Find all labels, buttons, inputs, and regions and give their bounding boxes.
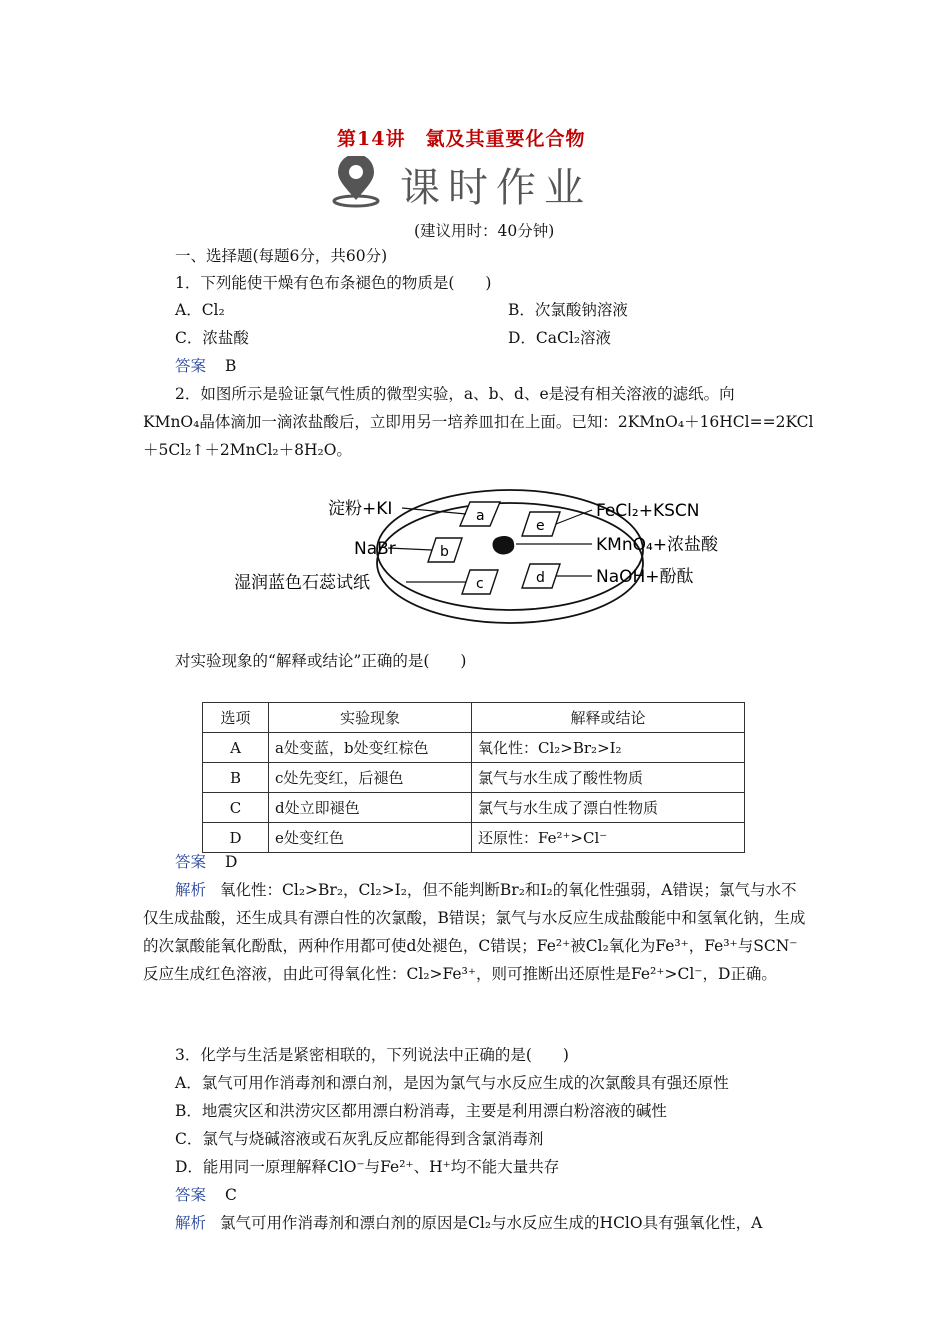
header-cell: 解释或结论 <box>472 703 745 733</box>
q1-option-c: C．浓盐酸 <box>175 329 249 347</box>
analysis-text: 氯气可用作消毒剂和漂白剂的原因是Cl₂与水反应生成的HClO具有强氧化性，A <box>220 1214 763 1232</box>
q3-option-b: B．地震灾区和洪涝灾区都用漂白粉消毒，主要是利用漂白粉溶液的碱性 <box>175 1102 667 1120</box>
homework-banner <box>326 156 626 211</box>
filter-paper-c <box>462 570 498 594</box>
answer-value: C <box>224 1186 237 1204</box>
q2-stem-line2: KMnO₄晶体滴加一滴浓盐酸后，立即用另一培养皿扣在上面。已知：2KMnO₄＋16HCl==2KCl <box>143 413 814 431</box>
label-nabr: NaBr <box>354 539 396 559</box>
q3-stem: 3．化学与生活是紧密相联的，下列说法中正确的是( ) <box>175 1046 569 1064</box>
q2-analysis <box>143 876 810 988</box>
table-row <box>203 793 745 823</box>
header-cell: 选项 <box>203 703 269 733</box>
table-cell: 氧化性：Cl₂>Br₂>I₂ <box>472 733 745 763</box>
q3-option-d: D．能用同一原理解释ClO⁻与Fe²⁺、H⁺均不能大量共存 <box>175 1158 560 1176</box>
q3-option-c: C．氯气与烧碱溶液或石灰乳反应都能得到含氯消毒剂 <box>175 1130 544 1148</box>
q1-stem: 1．下列能使干燥有色布条褪色的物质是( ) <box>175 274 492 292</box>
table-cell: e处变红色 <box>269 823 472 853</box>
q1-option-a: A．Cl₂ <box>175 301 225 319</box>
svg-text:e: e <box>536 518 545 534</box>
q3-analysis <box>143 1209 810 1237</box>
filter-paper-b <box>428 538 462 562</box>
q3-answer <box>175 1185 237 1205</box>
banner-text: 课时作业 <box>400 165 592 211</box>
answer-label: 答案 <box>175 853 207 871</box>
analysis-label: 解析 <box>175 881 207 899</box>
table-cell: 氯气与水生成了漂白性物质 <box>472 793 745 823</box>
table-cell: c处先变红，后褪色 <box>269 763 472 793</box>
location-pin-icon <box>326 156 386 208</box>
experiment-diagram <box>226 470 756 640</box>
answer-label: 答案 <box>175 357 207 375</box>
q1-option-b: B．次氯酸钠溶液 <box>508 301 628 319</box>
table-cell: a处变蓝，b处变红棕色 <box>269 733 472 763</box>
results-table <box>202 702 745 853</box>
section-heading: 一、选择题(每题6分，共60分) <box>175 247 388 265</box>
kmno4-crystal <box>493 536 515 555</box>
table-cell: A <box>203 733 269 763</box>
label-starch-ki: 淀粉+KI <box>328 499 393 519</box>
q1-option-d: D．CaCl₂溶液 <box>508 329 612 347</box>
q1-answer <box>175 356 236 376</box>
analysis-label: 解析 <box>175 1214 207 1232</box>
analysis-text: 氧化性：Cl₂>Br₂，Cl₂>I₂，但不能判断Br₂和I₂的氧化性强弱，A错误；氯气与水不仅生成盐酸，还生成具有漂白性的次氯酸，B错误；氯气与水反应生成盐酸能中和氢氧化钠，生成的次氯酸能氧化酚酞，两种作用都可使d处褪色，C错误；Fe²⁺被Cl₂氧化为Fe³⁺，Fe³⁺与SCN⁻反应生成红色溶液，由此可得氧化性：Cl₂>Fe³⁺，则可推断出还原性是Fe²⁺>Cl⁻，D正确。 <box>143 881 806 983</box>
table-row <box>203 733 745 763</box>
label-fecl2-kscn: FeCl₂+KSCN <box>596 501 700 521</box>
q2-answer <box>175 852 237 872</box>
table-cell: 还原性：Fe²⁺>Cl⁻ <box>472 823 745 853</box>
answer-value: D <box>224 853 238 871</box>
filter-paper-e <box>522 512 560 536</box>
filter-paper-d <box>522 564 560 588</box>
table-cell: D <box>203 823 269 853</box>
header-cell: 实验现象 <box>269 703 472 733</box>
svg-text:a: a <box>476 508 485 524</box>
table-row <box>203 823 745 853</box>
label-naoh-phenolphthalein: NaOH+酚酞 <box>596 567 694 587</box>
q2-question: 对实验现象的“解释或结论”正确的是( ) <box>175 652 467 670</box>
page-title: 第14讲 氯及其重要化合物 <box>337 128 586 150</box>
svg-text:b: b <box>440 544 449 560</box>
q3-option-a: A．氯气可用作消毒剂和漂白剂，是因为氯气与水反应生成的次氯酸具有强还原性 <box>175 1074 729 1092</box>
answer-value: B <box>224 357 237 375</box>
label-kmno4-hcl: KMnO₄+浓盐酸 <box>596 535 719 555</box>
svg-text:c: c <box>476 576 484 592</box>
table-cell: d处立即褪色 <box>269 793 472 823</box>
table-cell: 氯气与水生成了酸性物质 <box>472 763 745 793</box>
table-cell: C <box>203 793 269 823</box>
q2-stem-line1: 2．如图所示是验证氯气性质的微型实验，a、b、d、e是浸有相关溶液的滤纸。向 <box>175 385 735 403</box>
svg-text:d: d <box>536 570 545 586</box>
label-litmus-paper: 湿润蓝色石蕊试纸 <box>234 573 370 593</box>
table-cell: B <box>203 763 269 793</box>
table-row <box>203 763 745 793</box>
time-note: (建议用时：40分钟) <box>414 222 555 240</box>
answer-label: 答案 <box>175 1186 207 1204</box>
table-header-row <box>203 703 745 733</box>
q2-stem-line3: ＋5Cl₂↑＋2MnCl₂＋8H₂O。 <box>143 441 352 459</box>
